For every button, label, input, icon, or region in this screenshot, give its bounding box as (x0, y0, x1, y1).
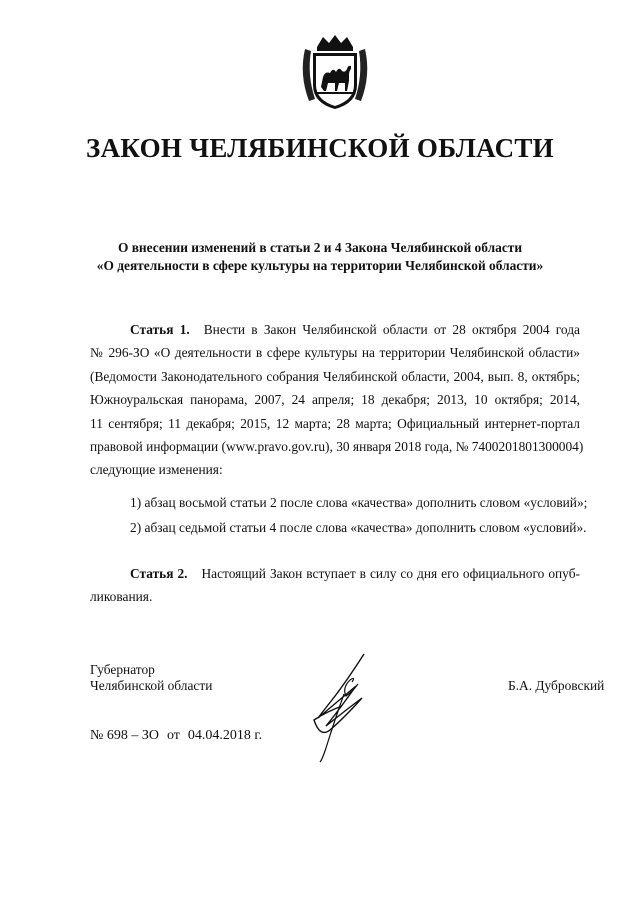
document-number (90, 728, 262, 744)
article-1-line: Внести в Закон Челябинской области от 28 октября 2004 года (203, 322, 580, 337)
article-1-line: Южноуральская панорама, 2007, 24 апреля; 18 декабря; 2013, 10 октября; 2014, (90, 392, 580, 408)
article-2-label: Статья 2. (130, 566, 188, 581)
subject-line-2: «О деятельности в сфере культуры на территории Челябинской области» (96, 258, 544, 273)
handwritten-signature-icon (296, 652, 386, 764)
amendment-list (130, 490, 600, 540)
article-1-line: (Ведомости Законодательного собрания Челябинской области, 2004, вып. 8, октябрь; (90, 368, 580, 384)
article-2-line: ликования. (90, 589, 153, 605)
subject-line-1: О внесении изменений в статьи 2 и 4 Закона Челябинской области (117, 240, 523, 255)
article-1-line: № 296-ЗО «О деятельности в сфере культуры на территории Челябинской области» (90, 345, 580, 361)
document-title: ЗАКОН ЧЕЛЯБИНСКОЙ ОБЛАСТИ (86, 133, 554, 163)
article-2-line: Настоящий Закон вступает в силу со дня его официального опуб- (201, 566, 580, 581)
article-2 (90, 562, 580, 609)
article-1-label: Статья 1. (130, 322, 190, 337)
signatory-name: Б.А. Дубровский (508, 678, 605, 693)
amendment-item: 1) абзац восьмой статьи 2 после слова «качества» дополнить словом «условий»; (130, 495, 588, 510)
signatory-position (90, 662, 212, 694)
law-date: 04.04.2018 г. (187, 728, 263, 743)
article-1-line: 11 сентября; 11 декабря; 2015, 12 марта; 28 марта; Официальный интернет-портал (90, 415, 580, 431)
position-line-2: Челябинской области (90, 678, 213, 693)
article-1-line: следующие изменения: (90, 462, 223, 478)
position-line-1: Губернатор (90, 662, 155, 677)
coat-of-arms-icon (295, 35, 375, 110)
date-prefix: от (166, 728, 180, 743)
law-number: № 698 – ЗО (90, 728, 159, 743)
article-1-line: правовой информации (www.pravo.gov.ru), 30 января 2018 года, № 7400201801300004) (90, 439, 584, 455)
amendment-item: 2) абзац седьмой статьи 4 после слова «качества» дополнить словом «условий». (130, 520, 587, 535)
article-1 (90, 318, 584, 482)
law-subject (60, 239, 580, 275)
